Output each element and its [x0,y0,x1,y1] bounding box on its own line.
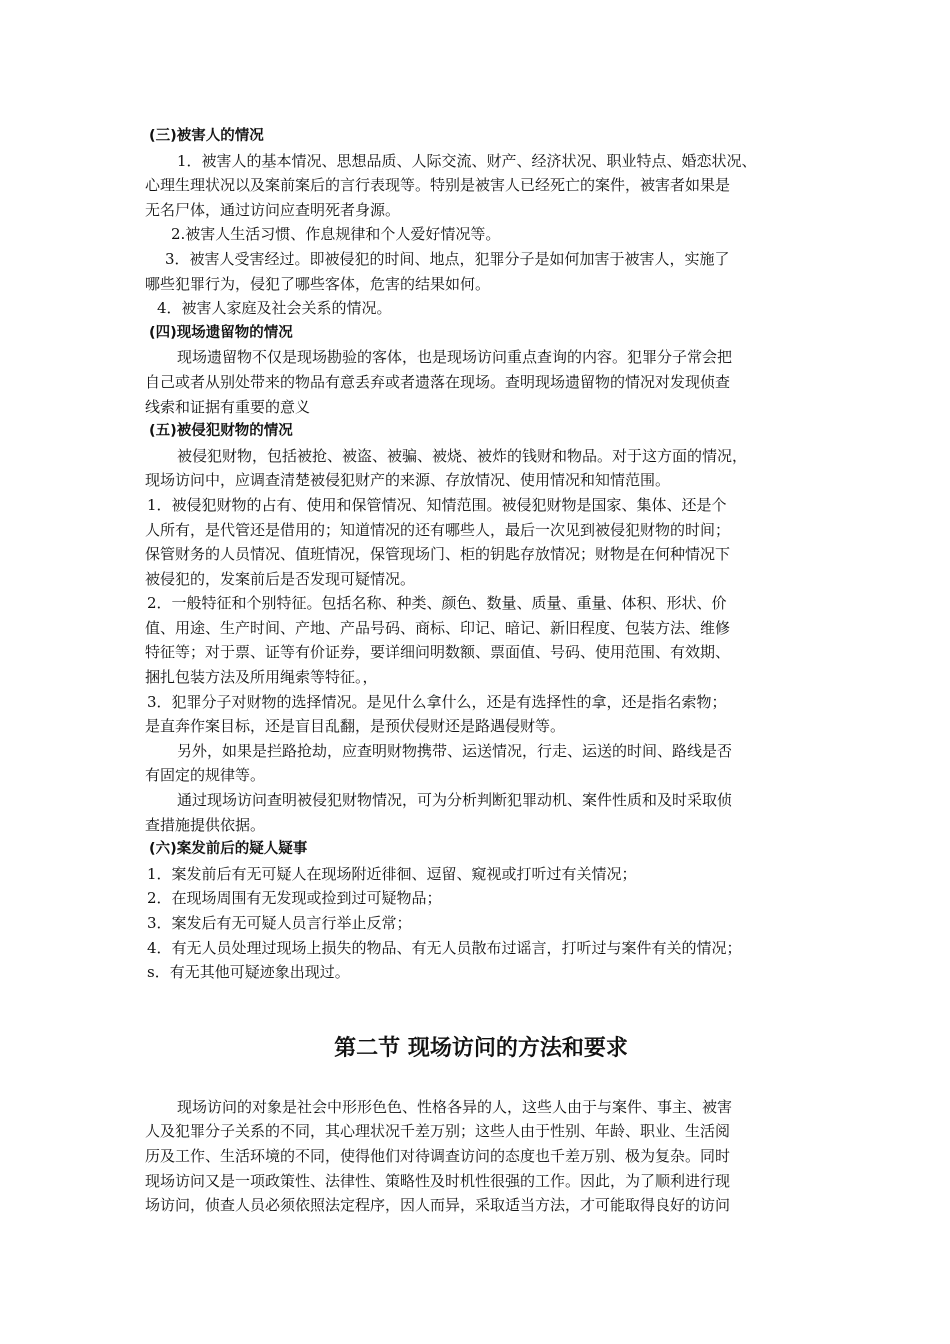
text-line: 特征等；对于票、证等有价证券，要详细问明数额、票面值、号码、使用范围、有效期、 [145,643,731,662]
text-line: 3．案发后有无可疑人员言行举止反常； [147,914,412,932]
text-line: 1．案发前后有无可疑人在现场附近徘徊、逗留、窥视或打听过有关情况； [147,864,637,883]
text-line: 哪些犯罪行为，侵犯了哪些客体，危害的结果如何。 [145,274,491,293]
text-line: 有固定的规律等。 [145,766,266,785]
text-line: 保管财务的人员情况、值班情况，保管现场门、柜的钥匙存放情况；财物是在何种情况下 [145,545,731,564]
text-line: 是直奔作案目标，还是盲目乱翻，是预伏侵财还是路遇侵财等。 [145,717,566,736]
subsection-heading: (六)案发前后的疑人疑事 [149,841,308,858]
text-line: 被侵犯的，发案前后是否发现可疑情况。 [145,569,416,588]
text-line: 1．被侵犯财物的占有、使用和保管情况、知情范围。被侵犯财物是国家、集体、还是个 [147,495,727,514]
text-line: 现场访问的对象是社会中形形色色、性格各异的人，这些人由于与案件、事主、被害 [177,1097,733,1116]
text-line: 被侵犯财物，包括被抢、被盗、被骗、被烧、被炸的钱财和物品。对于这方面的情况， [177,446,748,465]
text-line: 3．被害人受害经过。即被侵犯的时间、地点，犯罪分子是如何加害于被害人，实施了 [165,249,730,268]
document-content [145,124,817,1218]
subsection-heading: (三)被害人的情况 [149,128,264,144]
text-line: 场访问，侦查人员必须依照法定程序，因人而异，采取适当方法，才可能取得良好的访问 [145,1196,731,1215]
text-line: 2．一般特征和个别特征。包括名称、种类、颜色、数量、质量、重量、体积、形状、价 [147,594,727,613]
text-line: 历及工作、生活环境的不同，使得他们对待调查访问的态度也千差万别、极为复杂。同时 [145,1146,731,1165]
subsection-heading: (五)被侵犯财物的情况 [149,423,293,440]
text-line: 通过现场访问查明被侵犯财物情况，可为分析判断犯罪动机、案件性质和及时采取侦 [177,791,733,810]
subsection-heading: (四)现场遗留物的情况 [149,324,293,341]
text-line: 线索和证据有重要的意义 [145,397,311,416]
text-line: 现场访问中，应调查清楚被侵犯财产的来源、存放情况、使用情况和知情范围。 [145,471,671,490]
text-line: 4．有无人员处理过现场上损失的物品、有无人员散布过谣言，打听过与案件有关的情况； [147,938,742,957]
section-title: 第二节 现场访问的方法和要求 [334,1035,628,1061]
text-line: 3．犯罪分子对财物的选择情况。是见什么拿什么，还是有选择性的拿，还是指名索物； [147,692,727,711]
text-line: 值、用途、生产时间、产地、产品号码、商标、印记、暗记、新旧程度、包装方法、维修 [145,618,731,637]
text-line: 查措施提供依据。 [145,815,266,834]
text-line: 无名尸体，通过访问应查明死者身源。 [145,200,401,219]
text-line: 4．被害人家庭及社会关系的情况。 [157,299,392,318]
text-line: 心理生理状况以及案前案后的言行表现等。特别是被害人已经死亡的案件，被害者如果是 [145,176,731,195]
text-block-section-1 [145,124,817,985]
text-line: 2．在现场周围有无发现或捡到过可疑物品； [147,889,442,908]
text-line: 现场访问又是一项政策性、法律性、策略性及时机性很强的工作。因此，为了顺利进行现 [145,1171,731,1190]
text-line: 2.被害人生活习惯、作息规律和个人爱好情况等。 [171,225,501,244]
text-line: 捆扎包装方法及所用绳索等特征。， [145,668,378,687]
text-line: 1．被害人的基本情况、思想品质、人际交流、财产、经济状况、职业特点、婚恋状况、 [177,151,757,170]
text-line: 现场遗留物不仅是现场勘验的客体，也是现场访问重点查询的内容。犯罪分子常会把 [177,348,733,367]
text-line: s．有无其他可疑迹象出现过。 [147,963,350,982]
text-block-section-2 [145,1095,817,1218]
text-line: 人所有，是代管还是借用的；知道情况的还有哪些人，最后一次见到被侵犯财物的时间； [145,520,731,539]
text-line: 自己或者从别处带来的物品有意丢弃或者遗落在现场。查明现场遗留物的情况对发现侦查 [145,372,731,391]
text-line: 另外，如果是拦路抢劫，应查明财物携带、运送情况，行走、运送的时间、路线是否 [177,741,733,760]
text-line: 人及犯罪分子关系的不同，其心理状况千差万别；这些人由于性别、年龄、职业、生活阅 [145,1122,731,1141]
